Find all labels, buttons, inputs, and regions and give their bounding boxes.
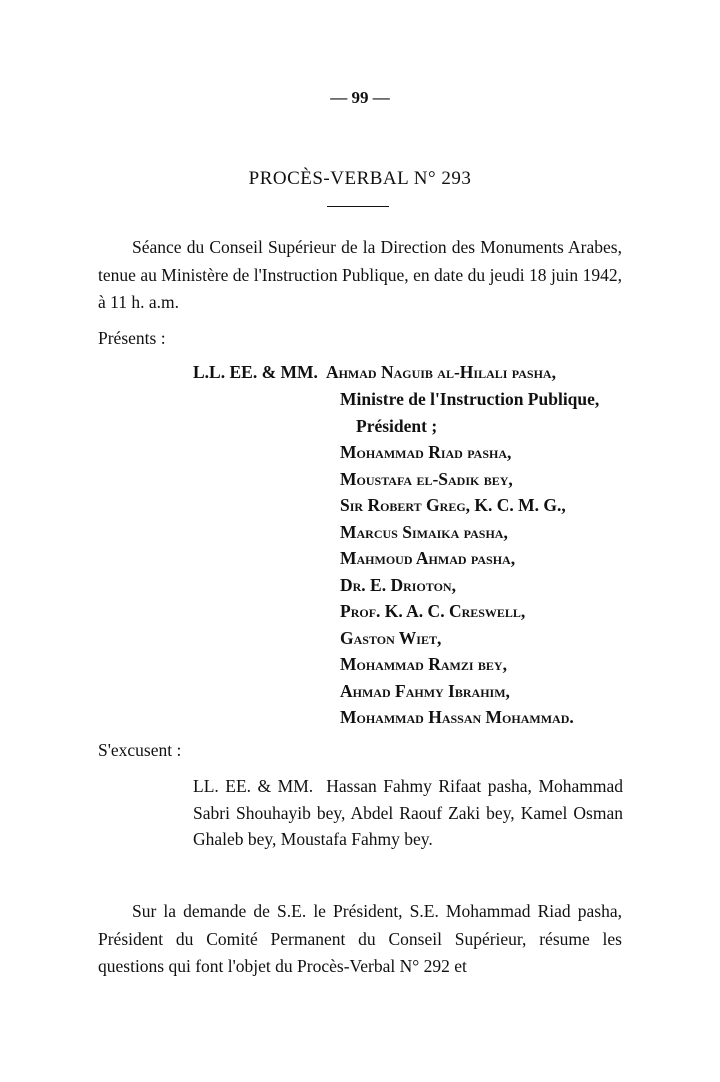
- list-item: Marcus Simaika pasha,: [340, 521, 508, 542]
- excuses-label: S'excusent :: [98, 740, 182, 760]
- intro-text: Séance du Conseil Supérieur de la Direction des Monuments Arabes, tenue au Ministère de l'Instruction Publique, en date du jeudi 18 juin 1942, à 11 h. a.m.: [98, 237, 622, 312]
- closing-text: Sur la demande de S.E. le Président, S.E. Mohammad Riad pasha, Président du Comité Permanent du Conseil Supérieur, résume les questions qui font l'objet du Procès-Verbal N° 292 et: [98, 901, 622, 976]
- title-rule: [327, 206, 389, 207]
- list-item: Ministre de l'Instruction Publique,: [340, 389, 600, 409]
- list-item: Sir Robert Greg, K. C. M. G.,: [340, 495, 566, 515]
- list-item: Mahmoud Ahmad pasha,: [340, 548, 516, 568]
- excuses-paragraph: [193, 773, 623, 853]
- list-item: Mohammad Hassan Mohammad.: [340, 707, 574, 727]
- closing-paragraph: [98, 898, 622, 981]
- list-item: Président ;: [356, 415, 438, 436]
- presents-lead-line: [193, 362, 556, 383]
- excuses-names: Hassan Fahmy Rifaat pasha, Mohammad Sabri Shouhayib bey, Abdel Raouf Zaki bey, Kamel Osman Ghaleb bey, Moustafa Fahmy bey.: [193, 776, 624, 849]
- presents-first-name: Ahmad Naguib al-Hilali pasha,: [325, 362, 556, 382]
- list-item: Gaston Wiet,: [340, 627, 442, 648]
- list-item: Moustafa el-Sadik bey,: [340, 468, 513, 489]
- list-item: Ahmad Fahmy Ibrahim,: [340, 680, 510, 701]
- document-title: PROCÈS-VERBAL N° 293: [248, 168, 472, 189]
- list-item: Mohammad Riad pasha,: [340, 442, 512, 462]
- presents-label: Présents :: [98, 328, 166, 348]
- list-item: Mohammad Ramzi bey,: [340, 654, 507, 674]
- page-number: — 99 —: [330, 88, 390, 107]
- list-item: Prof. K. A. C. Creswell,: [340, 601, 526, 621]
- intro-paragraph: [98, 234, 622, 317]
- presents-list: [340, 386, 599, 731]
- list-item: Dr. E. Drioton,: [340, 574, 456, 595]
- presents-lead: L.L. EE. & MM.: [193, 362, 318, 382]
- excuses-lead: LL. EE. & MM.: [193, 776, 314, 796]
